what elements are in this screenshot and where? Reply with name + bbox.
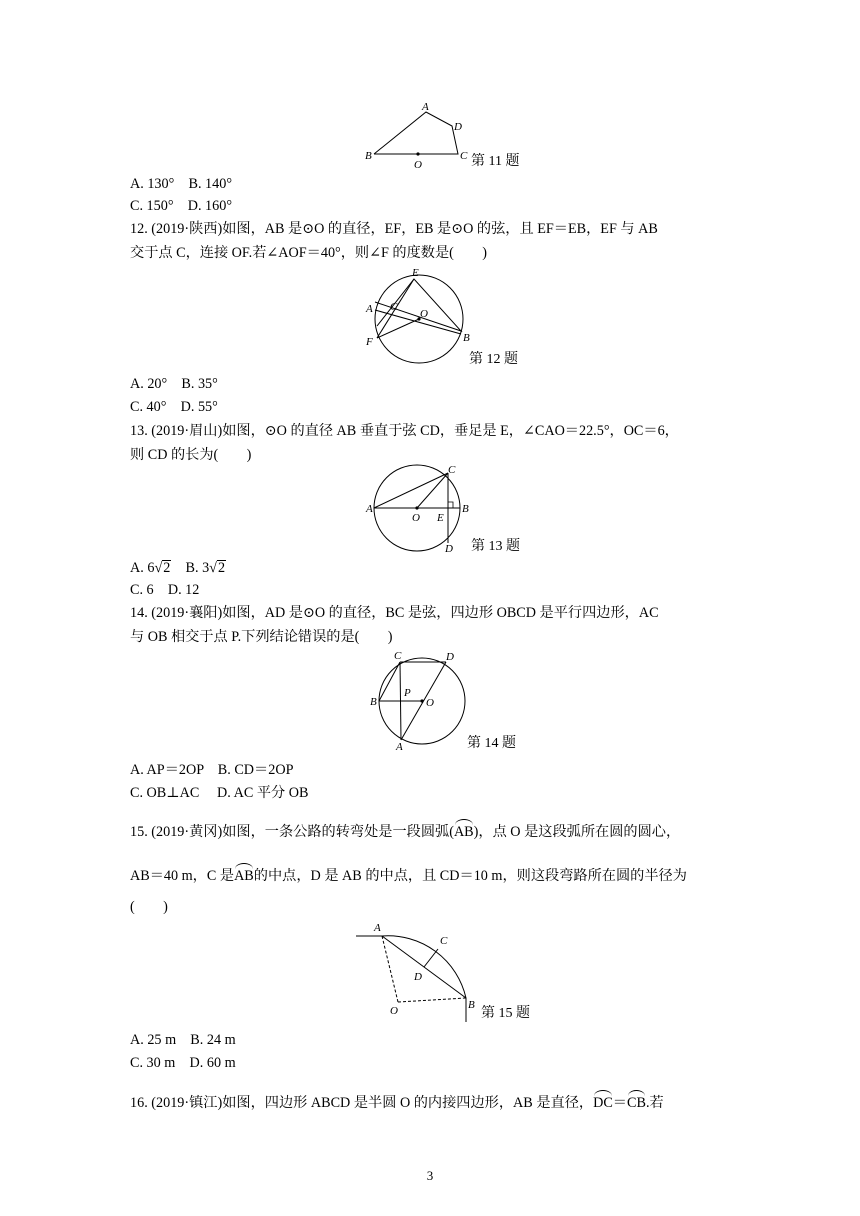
fig14-label-o: O bbox=[426, 697, 434, 709]
fig13-label-b: B bbox=[462, 503, 469, 515]
q16-equals: ＝ bbox=[612, 1095, 627, 1111]
fig11-caption: 第 11 题 bbox=[471, 154, 520, 169]
arc-cb: CB bbox=[627, 1095, 646, 1111]
q13-opt-b-radicand: 2 bbox=[217, 560, 226, 576]
fig11-label-b: B bbox=[365, 150, 372, 162]
q14-options-ab: A. AP＝2OP B. CD＝2OP bbox=[130, 762, 294, 778]
fig12-label-b: B bbox=[463, 332, 470, 344]
q13-options-cd: C. 6 D. 12 bbox=[130, 582, 200, 598]
fig11-label-a: A bbox=[422, 101, 429, 113]
q13-opt-b-prefix: B. 3 bbox=[171, 560, 210, 576]
q15-text-2a: AB＝40 m，C 是 bbox=[130, 868, 235, 884]
figure-12 bbox=[362, 264, 472, 374]
sqrt-icon: √ bbox=[154, 560, 163, 576]
q12-text-1: 12. (2019·陕西)如图，AB 是⊙O 的直径，EF，EB 是⊙O 的弦，且 EF＝EB，EF 与 AB bbox=[130, 221, 658, 237]
q11-options-cd: C. 150° D. 160° bbox=[130, 198, 232, 214]
q14-options-cd: C. OB⊥AC D. AC 平分 OB bbox=[130, 785, 309, 801]
q11-options-ab: A. 130° B. 140° bbox=[130, 176, 232, 192]
q16-text-1b: .若 bbox=[645, 1095, 664, 1111]
fig15-label-d: D bbox=[414, 971, 422, 983]
fig14-label-d: D bbox=[446, 651, 454, 663]
fig12-label-a: A bbox=[366, 303, 373, 315]
q15-options-cd: C. 30 m D. 60 m bbox=[130, 1055, 236, 1071]
fig14-label-p: P bbox=[404, 687, 411, 699]
fig13-label-a: A bbox=[366, 503, 373, 515]
fig15-label-c: C bbox=[440, 935, 448, 947]
q15-text-3: ( ) bbox=[130, 899, 168, 915]
q15-text-2b: 的中点，D 是 AB 的中点，且 CD＝10 m，则这段弯路所在圆的半径为 bbox=[253, 868, 687, 884]
q12-text-2: 交于点 C，连接 OF.若∠AOF＝40°，则∠F 的度数是( ) bbox=[130, 245, 488, 261]
fig11-label-o: O bbox=[414, 159, 422, 171]
sqrt-icon: √ bbox=[209, 560, 217, 576]
figure-14 bbox=[366, 648, 470, 752]
arc-dc: DC bbox=[593, 1095, 613, 1111]
q15-text-1a: 15. (2019·黄冈)如图，一条公路的转弯处是一段圆弧( bbox=[130, 824, 454, 840]
fig13-label-e: E bbox=[437, 512, 444, 524]
q16-text-1a: 16. (2019·镇江)如图，四边形 ABCD 是半圆 O 的内接四边形，AB 是直径， bbox=[130, 1095, 594, 1111]
q13-options-ab bbox=[130, 558, 226, 578]
q15-text-1b: )，点 O 是这段弧所在圆的圆心， bbox=[473, 824, 681, 840]
figure-15 bbox=[352, 922, 482, 1026]
page-number: 3 bbox=[426, 1168, 434, 1183]
q12-options-cd: C. 40° D. 55° bbox=[130, 399, 218, 415]
fig13-label-c: C bbox=[448, 464, 456, 476]
fig14-label-b: B bbox=[370, 696, 377, 708]
fig14-caption: 第 14 题 bbox=[467, 736, 516, 751]
arc-ab-2: AB bbox=[234, 868, 254, 884]
q14-text-1: 14. (2019·襄阳)如图，AD 是⊙O 的直径，BC 是弦，四边形 OBCD 是平行四边形，AC bbox=[130, 605, 659, 621]
fig12-label-e: E bbox=[412, 267, 419, 279]
fig14-label-a: A bbox=[396, 741, 403, 753]
q13-opt-a-prefix: A. 6 bbox=[130, 560, 155, 576]
q13-text-1: 13. (2019·眉山)如图，⊙O 的直径 AB 垂直于弦 CD，垂足是 E，∠CAO＝22.5°，OC＝6， bbox=[130, 423, 679, 439]
fig13-label-d: D bbox=[445, 543, 453, 555]
fig15-label-o: O bbox=[390, 1005, 398, 1017]
fig14-label-c: C bbox=[394, 650, 402, 662]
fig12-label-o: O bbox=[420, 308, 428, 320]
q14-text-2: 与 OB 相交于点 P.下列结论错误的是( ) bbox=[130, 629, 393, 645]
fig12-caption: 第 12 题 bbox=[469, 352, 518, 367]
q15-text-1 bbox=[130, 822, 680, 842]
fig13-caption: 第 13 题 bbox=[471, 539, 520, 554]
fig11-label-d: D bbox=[454, 121, 462, 133]
fig15-label-b: B bbox=[468, 999, 475, 1011]
fig15-label-a: A bbox=[374, 922, 381, 934]
fig11-label-c: C bbox=[460, 150, 468, 162]
fig15-caption: 第 15 题 bbox=[481, 1006, 530, 1021]
q13-opt-a-radicand: 2 bbox=[163, 560, 171, 576]
q15-options-ab: A. 25 m B. 24 m bbox=[130, 1032, 236, 1048]
q13-text-2: 则 CD 的长为( ) bbox=[130, 447, 252, 463]
arc-ab-1: AB bbox=[453, 824, 474, 840]
fig12-label-f: F bbox=[366, 336, 373, 348]
q15-text-2 bbox=[130, 866, 687, 886]
figure-13 bbox=[364, 464, 476, 556]
q12-options-ab: A. 20° B. 35° bbox=[130, 376, 218, 392]
fig12-label-c: C bbox=[390, 301, 398, 313]
fig13-label-o: O bbox=[412, 512, 420, 524]
figure-11 bbox=[362, 100, 472, 172]
q16-text-1 bbox=[130, 1093, 664, 1113]
